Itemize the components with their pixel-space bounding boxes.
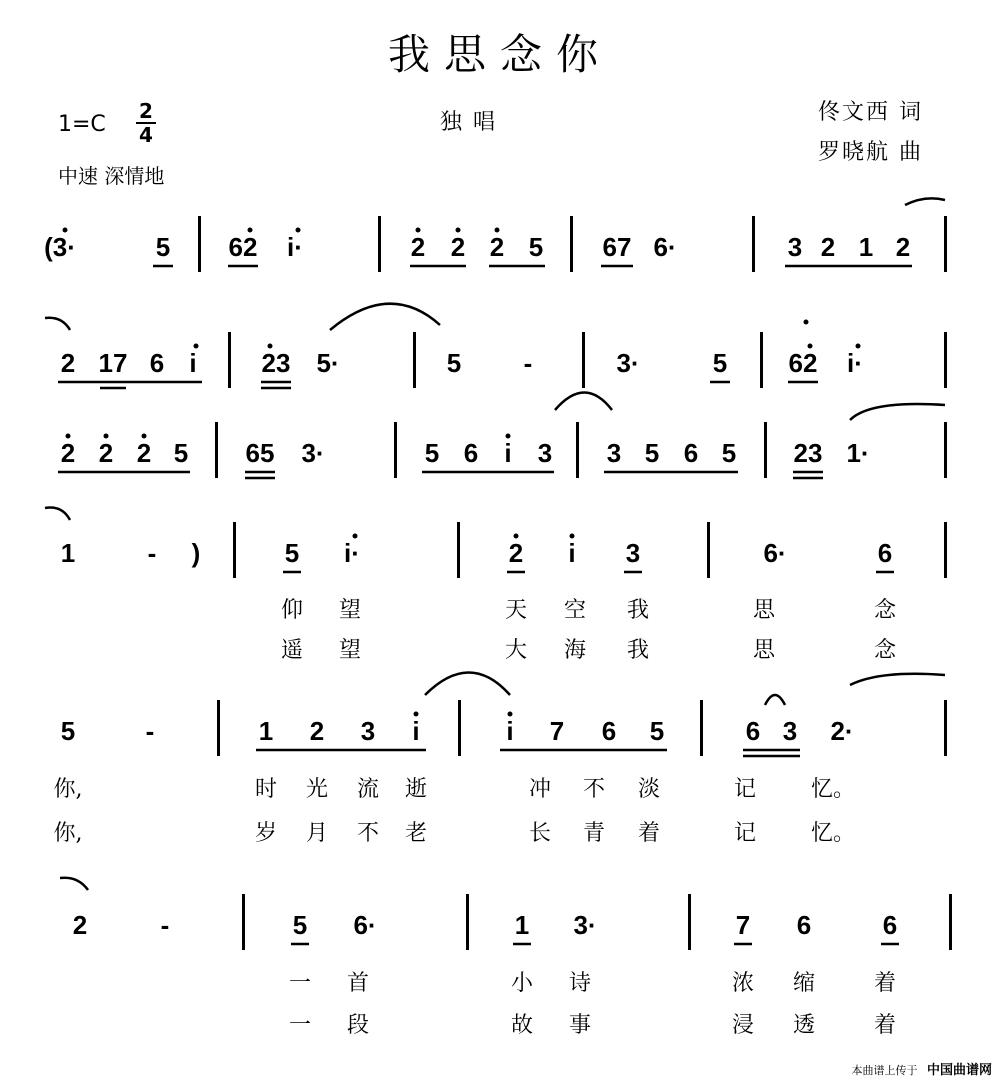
lyric: 透 <box>792 1013 816 1038</box>
note: 2 <box>895 232 911 262</box>
note: 23 <box>793 438 823 468</box>
note: 3 <box>625 538 641 568</box>
lyric: 冲 <box>528 777 552 802</box>
note: 5 <box>292 910 308 940</box>
note: 6 <box>796 910 812 940</box>
note: 5 <box>712 348 728 378</box>
note: 6 <box>877 538 893 568</box>
note: 6 <box>882 910 898 940</box>
note: 23 <box>261 348 291 378</box>
note: 2 <box>136 438 152 468</box>
note: 2 <box>60 348 76 378</box>
lyric: 长 <box>528 821 552 846</box>
note: 6· <box>763 538 787 568</box>
lyric: 岁 <box>254 821 278 846</box>
note: 5· <box>316 348 340 378</box>
note: 3 <box>787 232 803 262</box>
lyric: 你, <box>53 777 83 802</box>
lyric: 忆。 <box>810 821 856 846</box>
note: 3 <box>782 716 798 746</box>
note: 5 <box>173 438 189 468</box>
note: 1 <box>514 910 530 940</box>
lyric: 光 <box>305 777 329 802</box>
note: 5 <box>528 232 544 262</box>
lyric: 不 <box>582 777 606 802</box>
lyric: 一 <box>288 1013 312 1038</box>
lyric: 仰 <box>280 598 304 623</box>
lyric: 逝 <box>404 777 428 802</box>
lyric: 浸 <box>731 1013 755 1038</box>
lyric: 记 <box>733 777 757 802</box>
score-title: 我思念你 <box>387 30 612 79</box>
note: 2 <box>489 232 505 262</box>
note: 3· <box>301 438 325 468</box>
lyric: 着 <box>873 1013 897 1038</box>
composer: 罗晓航 曲 <box>818 140 923 165</box>
lyricist: 佟文西 词 <box>818 100 923 125</box>
note: (3· <box>44 232 76 262</box>
note: ) <box>191 538 201 568</box>
lyric: 空 <box>563 598 587 623</box>
note: 1 <box>60 538 76 568</box>
note: i <box>504 438 512 468</box>
note: - <box>523 348 533 378</box>
lyric: 故 <box>510 1013 534 1038</box>
lyric: 思 <box>752 638 776 663</box>
footer-credit <box>851 1059 992 1078</box>
lyric: 遥 <box>280 638 304 663</box>
note: 5 <box>644 438 660 468</box>
lyric: 一 <box>288 971 312 996</box>
lyric: 着 <box>873 971 897 996</box>
note: 2· <box>830 716 854 746</box>
lyric: 小 <box>510 971 534 996</box>
lyric: 我 <box>626 638 650 663</box>
lyric: 浓 <box>731 971 755 996</box>
note: 3 <box>360 716 376 746</box>
lyric: 淡 <box>637 777 661 802</box>
lyric: 缩 <box>792 971 816 996</box>
lyric: 事 <box>568 1013 592 1038</box>
lyric: 青 <box>582 821 606 846</box>
note: 6· <box>353 910 377 940</box>
key-signature: 1=C <box>58 112 106 137</box>
note: 5 <box>284 538 300 568</box>
note: 2 <box>410 232 426 262</box>
lyric: 老 <box>404 821 428 846</box>
note: 7 <box>549 716 565 746</box>
note: 67 <box>602 232 632 262</box>
note: 1 <box>858 232 874 262</box>
time-top: 2 <box>139 99 153 123</box>
note: i <box>506 716 514 746</box>
note: 65 <box>245 438 275 468</box>
note: 5 <box>424 438 440 468</box>
note: - <box>160 910 170 940</box>
lyric: 我 <box>626 598 650 623</box>
note: 3 <box>537 438 553 468</box>
lyric: 望 <box>338 598 362 623</box>
lyric: 月 <box>305 821 329 846</box>
note: 1 <box>258 716 274 746</box>
note: 6 <box>463 438 479 468</box>
note: 2 <box>98 438 114 468</box>
note: - <box>147 538 157 568</box>
note: 5 <box>446 348 462 378</box>
note: 2 <box>72 910 88 940</box>
note: 5 <box>721 438 737 468</box>
lyric: 大 <box>504 638 528 663</box>
lyric: 望 <box>338 638 362 663</box>
lyric: 时 <box>254 777 278 802</box>
lyric: 首 <box>346 971 370 996</box>
note: 17 <box>98 348 128 378</box>
performance-style: 独 唱 <box>440 110 497 135</box>
lyric: 不 <box>356 821 380 846</box>
lyric: 思 <box>752 598 776 623</box>
note: 6 <box>149 348 165 378</box>
note: 2 <box>450 232 466 262</box>
note: i· <box>287 232 303 262</box>
lyric: 记 <box>733 821 757 846</box>
note: 7 <box>735 910 751 940</box>
lyric: 诗 <box>568 971 592 996</box>
footer-site-logo: 中国曲谱网 <box>926 1063 992 1078</box>
lyric: 段 <box>346 1013 370 1038</box>
lyric: 着 <box>637 821 661 846</box>
note: 6 <box>745 716 761 746</box>
note: i <box>412 716 420 746</box>
note: i· <box>344 538 360 568</box>
note: 3· <box>616 348 640 378</box>
note: 5 <box>155 232 171 262</box>
note: 62 <box>788 348 818 378</box>
note: 3 <box>606 438 622 468</box>
note: 1· <box>846 438 870 468</box>
note: 2 <box>309 716 325 746</box>
note: 5 <box>649 716 665 746</box>
note: 3· <box>573 910 597 940</box>
note: 2 <box>820 232 836 262</box>
lyric: 海 <box>563 638 587 663</box>
note: 2 <box>60 438 76 468</box>
lyric: 天 <box>504 598 528 623</box>
note: - <box>145 716 155 746</box>
note: 6 <box>683 438 699 468</box>
note: 6 <box>601 716 617 746</box>
note: i <box>568 538 576 568</box>
tempo-marking: 中速 深情地 <box>58 164 165 188</box>
note: 2 <box>508 538 524 568</box>
note: 62 <box>228 232 258 262</box>
time-bottom: 4 <box>136 122 156 146</box>
lyric: 念 <box>873 638 897 663</box>
note: 6· <box>653 232 677 262</box>
lyric: 念 <box>873 598 897 623</box>
lyric: 流 <box>356 777 380 802</box>
lyric: 忆。 <box>810 777 856 802</box>
lyric: 你, <box>53 821 83 846</box>
note: i· <box>847 348 863 378</box>
note: 5 <box>60 716 76 746</box>
note: i <box>189 348 197 378</box>
footer-text: 本曲谱上传于 <box>851 1064 918 1077</box>
